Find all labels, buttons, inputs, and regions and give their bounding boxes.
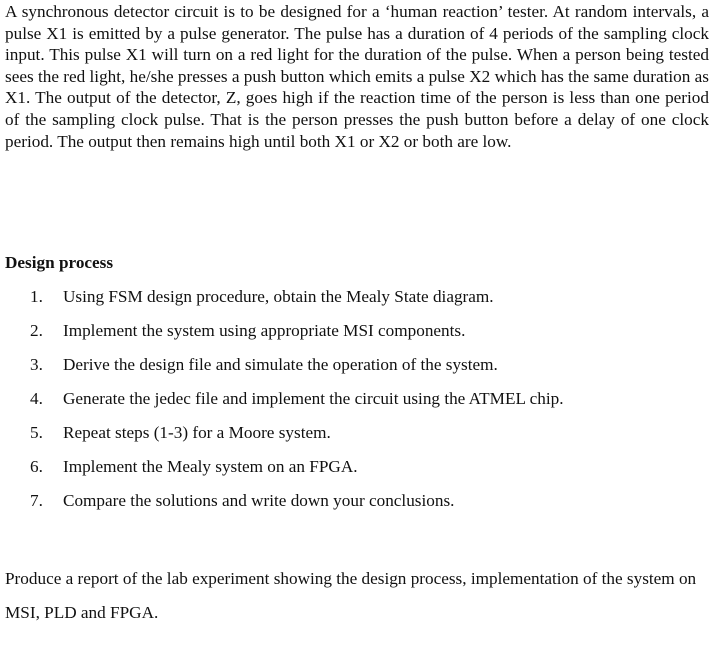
step-number: 1.	[30, 287, 43, 306]
step-text: Generate the jedec file and implement the circuit using the ATMEL chip.	[63, 389, 564, 408]
design-step	[30, 283, 564, 317]
step-text: Implement the system using appropriate MSI components.	[63, 321, 466, 340]
step-number: 7.	[30, 491, 43, 510]
step-text: Compare the solutions and write down your conclusions.	[63, 491, 455, 510]
step-number: 4.	[30, 389, 43, 408]
design-step	[30, 419, 564, 453]
design-process-heading: Design process	[5, 253, 114, 272]
design-step	[30, 385, 564, 419]
step-text: Using FSM design procedure, obtain the Mealy State diagram.	[63, 287, 494, 306]
step-text: Repeat steps (1-3) for a Moore system.	[63, 423, 331, 442]
design-step	[30, 487, 564, 521]
design-steps-list	[30, 283, 564, 521]
intro-paragraph: A synchronous detector circuit is to be designed for a ‘human reaction’ tester. At random intervals, a pulse X1 is emitted by a pulse generator. The pulse has a duration of 4 periods of the sampling clock input. This pulse X1 will turn on a red light for the duration of the pulse. When a person being tested sees the red light, he/she presses a push button which emits a pulse X2 which has the same duration as X1. The output of the detector, Z, goes high if the reaction time of the person is less than one period of the sampling clock pulse. That is the person presses the push button before a delay of one clock period. The output then remains high until both X1 or X2 or both are low.	[5, 2, 709, 151]
design-step	[30, 317, 564, 351]
step-number: 5.	[30, 423, 43, 442]
design-step	[30, 453, 564, 487]
step-number: 2.	[30, 321, 43, 340]
design-step	[30, 351, 564, 385]
step-number: 6.	[30, 457, 43, 476]
step-number: 3.	[30, 355, 43, 374]
step-text: Derive the design file and simulate the operation of the system.	[63, 355, 498, 374]
step-text: Implement the Mealy system on an FPGA.	[63, 457, 358, 476]
report-paragraph: Produce a report of the lab experiment showing the design process, implementation of the system on MSI, PLD and FPGA.	[5, 569, 697, 622]
